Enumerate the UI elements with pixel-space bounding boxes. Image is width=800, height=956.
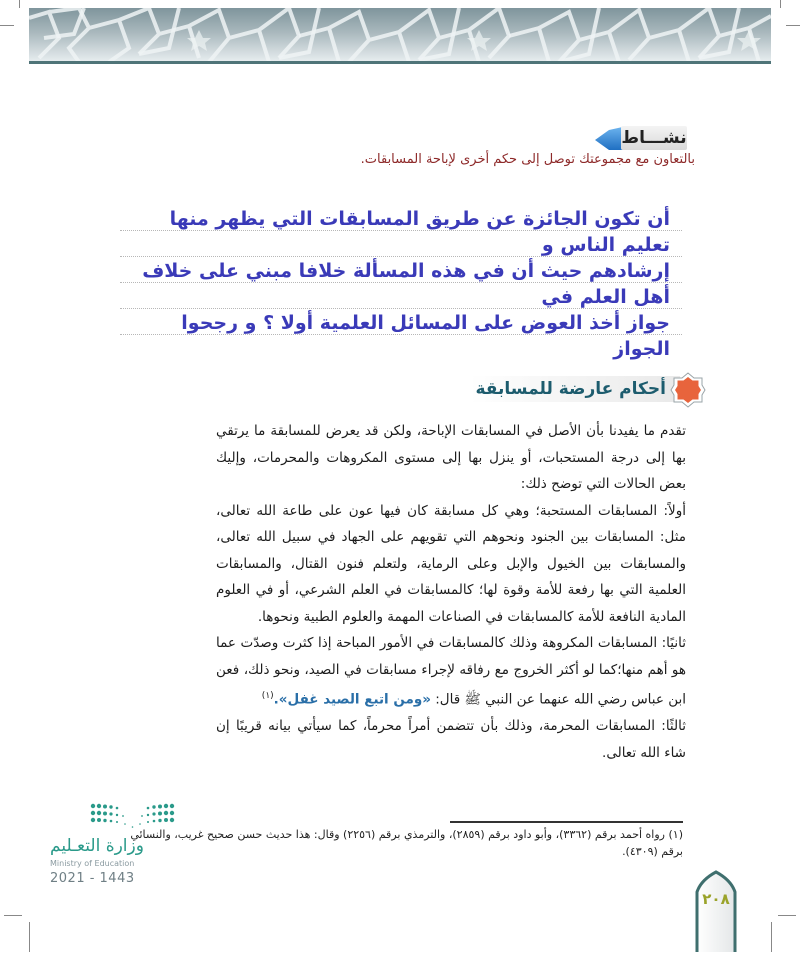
item-lead: ثانيًا: (661, 635, 686, 651)
ministry-name-arabic: وزارة التعـليم (50, 836, 144, 856)
header-pattern-band (29, 8, 771, 62)
item-text: المسابقات المحرمة، وذلك بأن تتضمن أمراً محرماً، كما سيأتي بيانه قريبًا إن شاء الله تعالى. (216, 718, 686, 761)
ministry-dots-icon (90, 803, 175, 831)
answer-text-line: أن تكون الجائزة عن طريق المسابقات التي يظهر منها تعليم الناس و (169, 208, 670, 256)
section-heading (470, 372, 706, 408)
geometric-pattern-icon (29, 8, 771, 62)
activity-tag (595, 126, 687, 150)
footnote-reference[interactable]: (١) (261, 691, 274, 701)
handwritten-answer (140, 206, 670, 362)
item-text: المسابقات المستحبة؛ وهي كل مسابقة كان فيها عون على طاعة الله تعالى، مثل: المسابقات بين الجنود ونحوهم التي تقويهم على الجهاد في سبيل الله تعالى، والمسابقات بين الخيول والإبل وعلى الرماية، ولتعلم فنون القتال، والمسابقات العلمية التي بها رفعة للأمة وقوة لها؛ كالمسابقات في العلم الشرعي، أو في العلوم المادية النافعة للأمة كالمسابقات في الصناعات المهمة والعلوم الطبية ونحوها. (216, 502, 686, 625)
edition-year: 2021 - 1443 (50, 871, 135, 886)
activity-instruction: بالتعاون مع مجموعتك توصل إلى حكم أخرى لإباحة المسابقات. (360, 152, 695, 167)
crop-mark (0, 25, 14, 26)
hadith-quote: «ومن اتبع الصيد غفل». (273, 691, 431, 708)
item-lead: أولاً: (663, 502, 686, 519)
item-text: المسابقات المكروهة وذلك كالمسابقات في الأمور المباحة إذا كثرت وصدّت عما هو أهم منها؛كما لو أكثر الخروج مع رفاقه لإجراء مسابقات في الصيد، ونحو ذلك، فعن ابن عباس رضي الله عنهما عن النبي ﷺ قال: (216, 635, 686, 708)
page-number: ٢٠٨ (702, 890, 730, 908)
list-item (216, 630, 686, 713)
page-tab-shape-icon (695, 870, 737, 952)
list-item (216, 713, 686, 766)
ministry-logo (45, 800, 195, 890)
crop-mark (780, 0, 781, 8)
crop-mark (19, 0, 20, 8)
crop-mark (771, 922, 772, 952)
section-title: أحكام عارضة للمسابقة (475, 379, 666, 399)
intro-paragraph: تقدم ما يفيدنا بأن الأصل في المسابقات الإباحة، ولكن قد يعرض للمسابقة ما يرتقي بها إلى درجة المستحبات، أو ينزل بها إلى مستوى المكروهات والمحرمات، وإليك بعض الحالات التي توضح ذلك: (216, 423, 686, 492)
item-lead: ثالثًا: (661, 718, 686, 734)
crop-mark (4, 915, 22, 916)
octagon-star-icon (670, 372, 706, 408)
crop-mark (786, 25, 800, 26)
crop-mark (29, 922, 30, 952)
answer-text-line: جواز أخذ العوض على المسائل العلمية أولا ؟ و رجحوا الجواز (181, 312, 670, 360)
crop-mark (778, 915, 796, 916)
footnote: (١) رواه أحمد برقم (٣٣٦٢)، وأبو داود برقم (٢٨٥٩)، والترمذي برقم (٢٢٥٦) وقال: هذا حديث حسن صحيح غريب، والنسائي برقم (٤٣٠٩). (130, 828, 683, 858)
footnote-divider (450, 821, 683, 823)
section-body (216, 418, 686, 766)
answer-text-line: إرشادهم حيث أن في هذه المسألة خلافا مبني على خلاف أهل العلم في (142, 260, 670, 308)
list-item (216, 498, 686, 631)
ministry-name-english: Ministry of Education (50, 859, 135, 868)
activity-tag-label: نشـــاط (621, 128, 687, 148)
page-number-tab (695, 870, 737, 952)
header-rule (29, 61, 771, 64)
